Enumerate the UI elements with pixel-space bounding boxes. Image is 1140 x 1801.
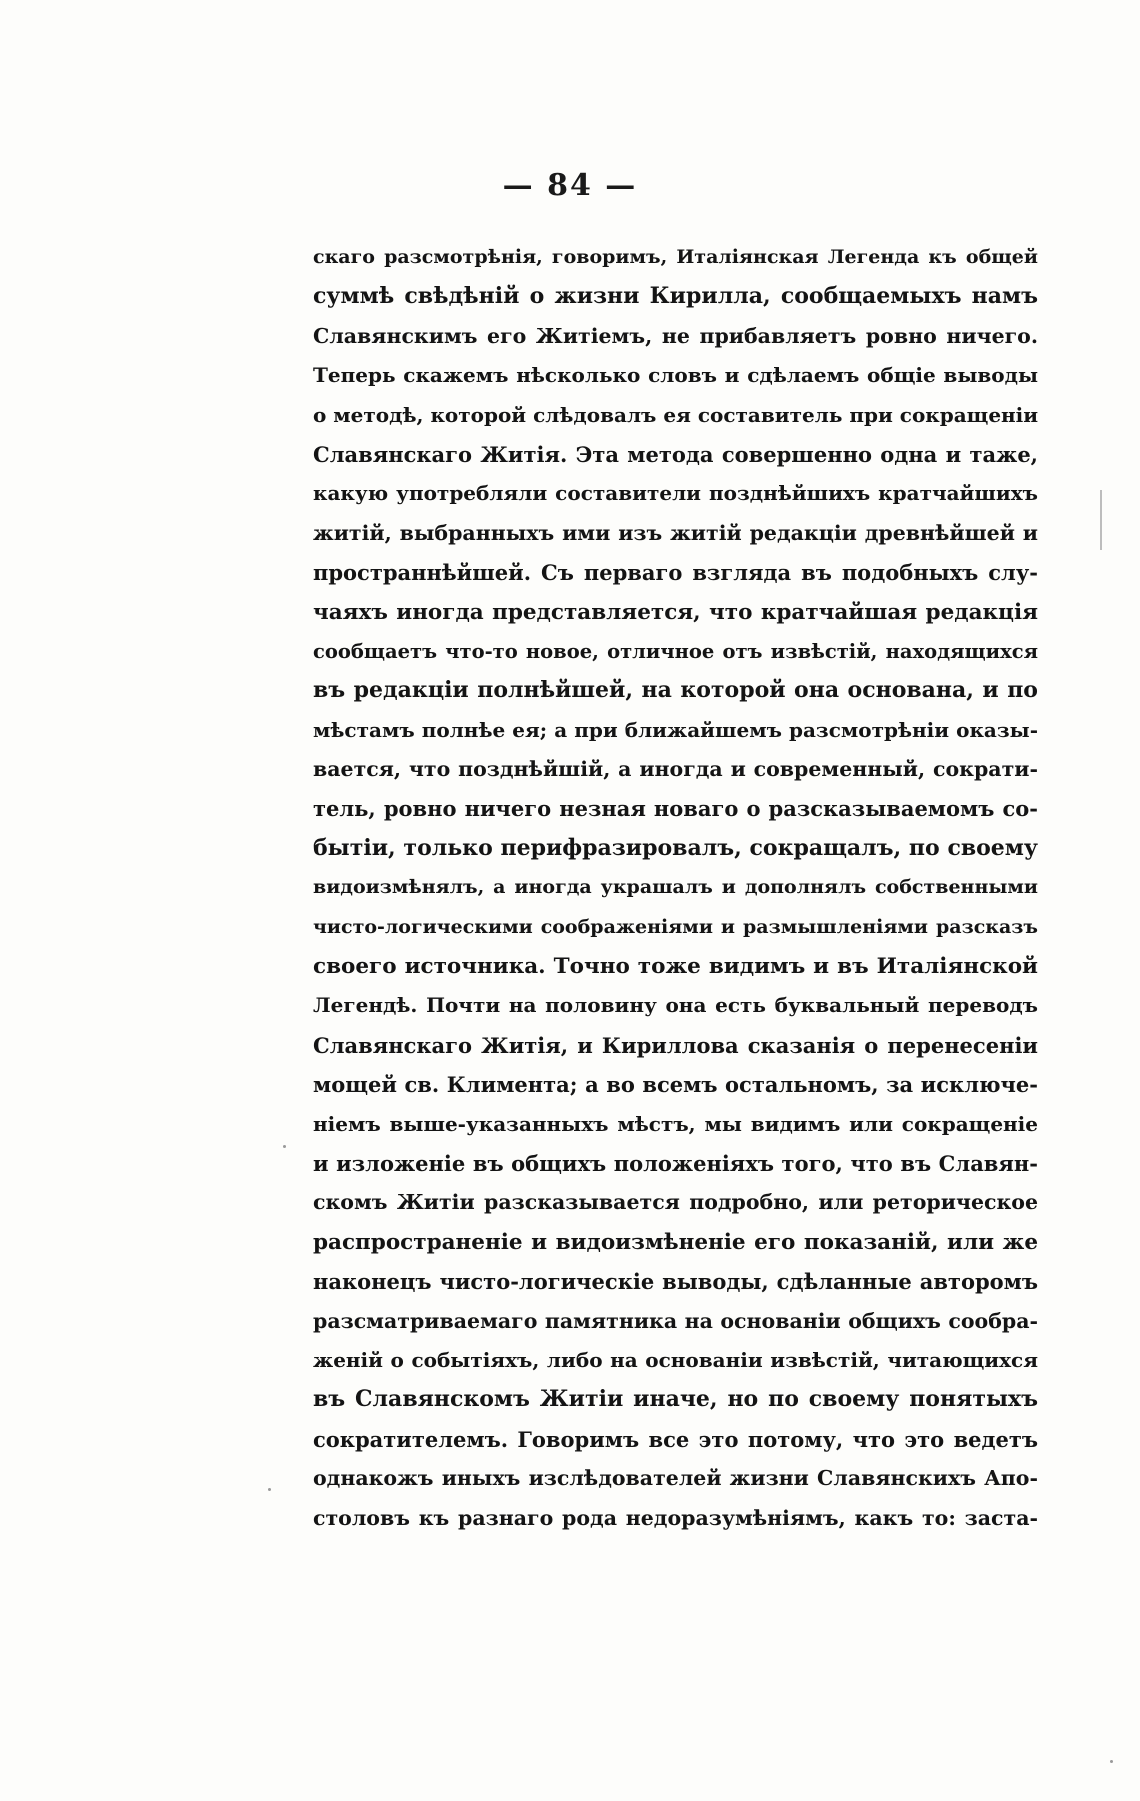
text-line: суммѣ свѣдѣній о жизни Кирилла, сообщаемыхъ намъ [313, 283, 1038, 310]
text-line: о методѣ, которой слѣдовалъ ея составитель при сокращеніи [313, 402, 1038, 427]
text-line: чисто-логическими соображеніями и размышленіями разсказъ [313, 915, 1038, 938]
page-number: — 84 — [502, 168, 638, 203]
text-line: и изложеніе въ общихъ положеніяхъ того, что въ Славян- [313, 1150, 1038, 1176]
body-text [313, 238, 1038, 1538]
scan-artifact-line [1100, 490, 1102, 550]
text-line: женій о событіяхъ, либо на основаніи извѣстій, читающихся [313, 1347, 1038, 1372]
text-line: мощей св. Климента; а во всемъ остальномъ, за исключе- [313, 1072, 1038, 1098]
text-line: однакожъ иныхъ изслѣдователей жизни Славянскихъ Апо- [313, 1466, 1038, 1491]
text-line: Славянскаго Житія, и Кириллова сказанія о перенесеніи [313, 1032, 1038, 1058]
text-line: ніемъ выше-указанныхъ мѣстъ, мы видимъ или сокращеніе [313, 1111, 1038, 1136]
text-line: столовъ къ разнаго рода недоразумѣніямъ, какъ то: заста- [313, 1505, 1038, 1530]
text-line: Славянскимъ его Житіемъ, не прибавляетъ ровно ничего. [313, 323, 1038, 348]
text-line: бытіи, только перифразировалъ, сокращалъ, по своему [313, 834, 1038, 861]
text-line: вается, что позднѣйшій, а иногда и современный, сократи- [313, 757, 1038, 782]
text-line: Легендѣ. Почти на половину она есть буквальный переводъ [313, 993, 1038, 1018]
scan-artifact-speck [1110, 1760, 1113, 1763]
text-line: скомъ Житіи разсказывается подробно, или реторическое [313, 1190, 1038, 1215]
text-line: Славянскаго Житія. Эта метода совершенно одна и таже, [313, 441, 1038, 467]
scan-artifact-speck [283, 1145, 286, 1148]
text-line: мѣстамъ полнѣе ея; а при ближайшемъ разсмотрѣніи оказы- [313, 717, 1038, 742]
text-line: наконецъ чисто-логическіе выводы, сдѣланные авторомъ [313, 1269, 1038, 1295]
text-line: Теперь скажемъ нѣсколько словъ и сдѣлаемъ общіе выводы [313, 363, 1038, 388]
scan-artifact-speck [268, 1488, 271, 1491]
text-line: разсматриваемаго памятника на основаніи общихъ сообра- [313, 1308, 1038, 1333]
text-line: видоизмѣнялъ, а иногда украшалъ и дополнялъ собственными [313, 876, 1038, 899]
text-line: тель, ровно ничего незная новаго о разсказываемомъ со- [313, 796, 1038, 822]
text-line: сократителемъ. Говоримъ все это потому, что это ведетъ [313, 1426, 1038, 1452]
text-line: въ редакціи полнѣйшей, на которой она основана, и по [313, 677, 1038, 704]
text-line: пространнѣйшей. Съ перваго взгляда въ подобныхъ слу- [313, 560, 1038, 586]
text-line: чаяхъ иногда представляется, что кратчайшая редакція [313, 599, 1038, 625]
text-line: распространеніе и видоизмѣненіе его показаній, или же [313, 1229, 1038, 1255]
text-line: сообщаетъ что-то новое, отличное отъ извѣстій, находящихся [313, 639, 1038, 663]
text-line: житій, выбранныхъ ими изъ житій редакціи древнѣйшей и [313, 520, 1038, 545]
text-line: въ Славянскомъ Житіи иначе, но по своему понятыхъ [313, 1386, 1038, 1413]
text-line: скаго разсмотрѣнія, говоримъ, Италіянская Легенда къ общей [313, 246, 1038, 268]
text-line: какую употребляли составители позднѣйшихъ кратчайшихъ [313, 481, 1038, 506]
text-line: своего источника. Точно тоже видимъ и въ Италіянской [313, 954, 1038, 980]
